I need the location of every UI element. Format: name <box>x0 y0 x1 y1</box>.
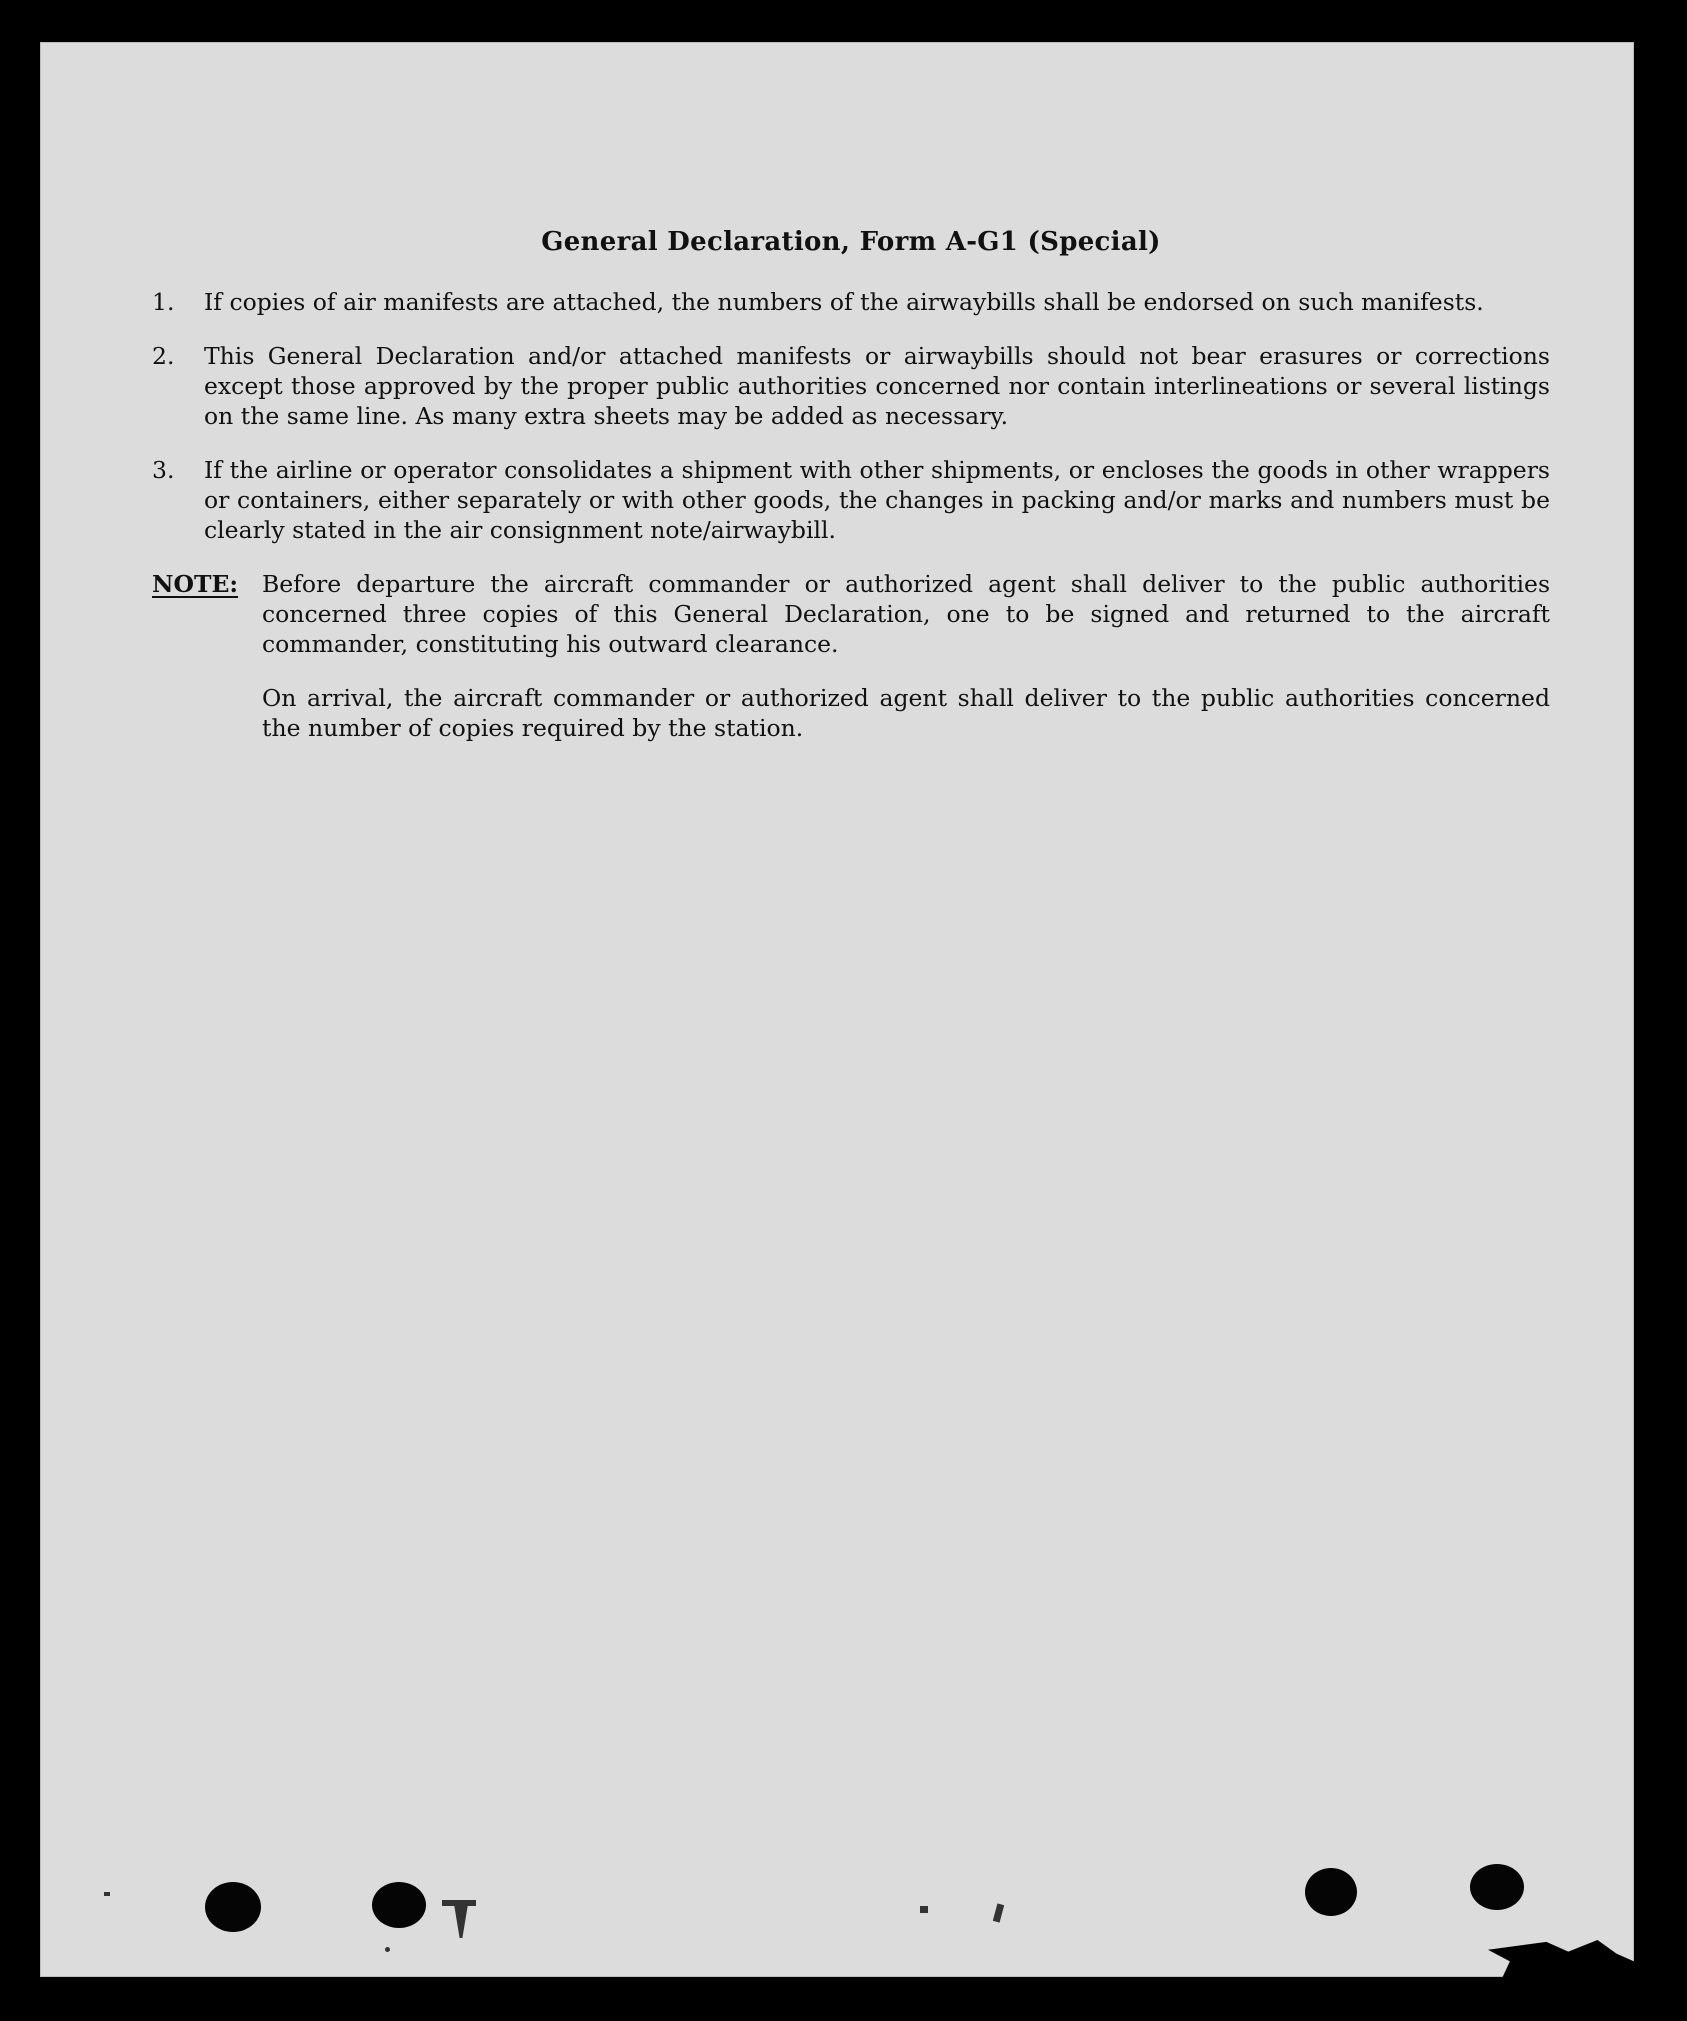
scan-artifact <box>104 1892 110 1896</box>
scan-artifact <box>454 1904 468 1938</box>
item-text: If the airline or operator consolidates a shipment with other shipments, or encloses the goods in other wrappers or containers, either separately or with other goods, the changes in packing and/or marks and numbers must be clearly stated in the air consignment note/airwaybill. <box>204 456 1550 544</box>
punch-hole <box>372 1882 426 1928</box>
note-body <box>262 569 1550 767</box>
scan-artifact <box>993 1903 1004 1922</box>
note-paragraph-departure: Before departure the aircraft commander or authorized agent shall deliver to the public authorities concerned three copies of this General Declaration, one to be signed and returned to the aircraft commander, constituting his outward clearance. <box>262 570 1550 658</box>
list-item-3 <box>152 455 1550 545</box>
list-item-1 <box>152 287 1550 317</box>
note-paragraph-arrival: On arrival, the aircraft commander or authorized agent shall deliver to the public authorities concerned the number of copies required by the station. <box>262 684 1550 742</box>
item-text: If copies of air manifests are attached, the numbers of the airwaybills shall be endorsed on such manifests. <box>204 288 1484 316</box>
document-title: General Declaration, Form A-G1 (Special) <box>541 227 1161 257</box>
punch-hole <box>1470 1864 1524 1910</box>
punch-hole <box>1305 1868 1357 1916</box>
torn-corner <box>1488 1938 1634 1977</box>
punch-hole <box>205 1882 261 1932</box>
scan-artifact <box>385 1947 390 1952</box>
note-label: NOTE: <box>152 570 239 598</box>
item-number: 3. <box>152 456 175 484</box>
document-content <box>152 227 1550 767</box>
item-number: 1. <box>152 288 175 316</box>
note-section <box>152 569 1550 767</box>
scan-artifact <box>920 1906 928 1913</box>
document-page <box>40 42 1634 1977</box>
item-text: This General Declaration and/or attached manifests or airwaybills should not bear erasures or corrections except those approved by the proper public authorities concerned nor contain interlineations or several listings on the same line. As many extra sheets may be added as necessary. <box>204 342 1550 430</box>
item-number: 2. <box>152 342 175 370</box>
list-item-2 <box>152 341 1550 431</box>
scan-artifact <box>442 1900 476 1906</box>
